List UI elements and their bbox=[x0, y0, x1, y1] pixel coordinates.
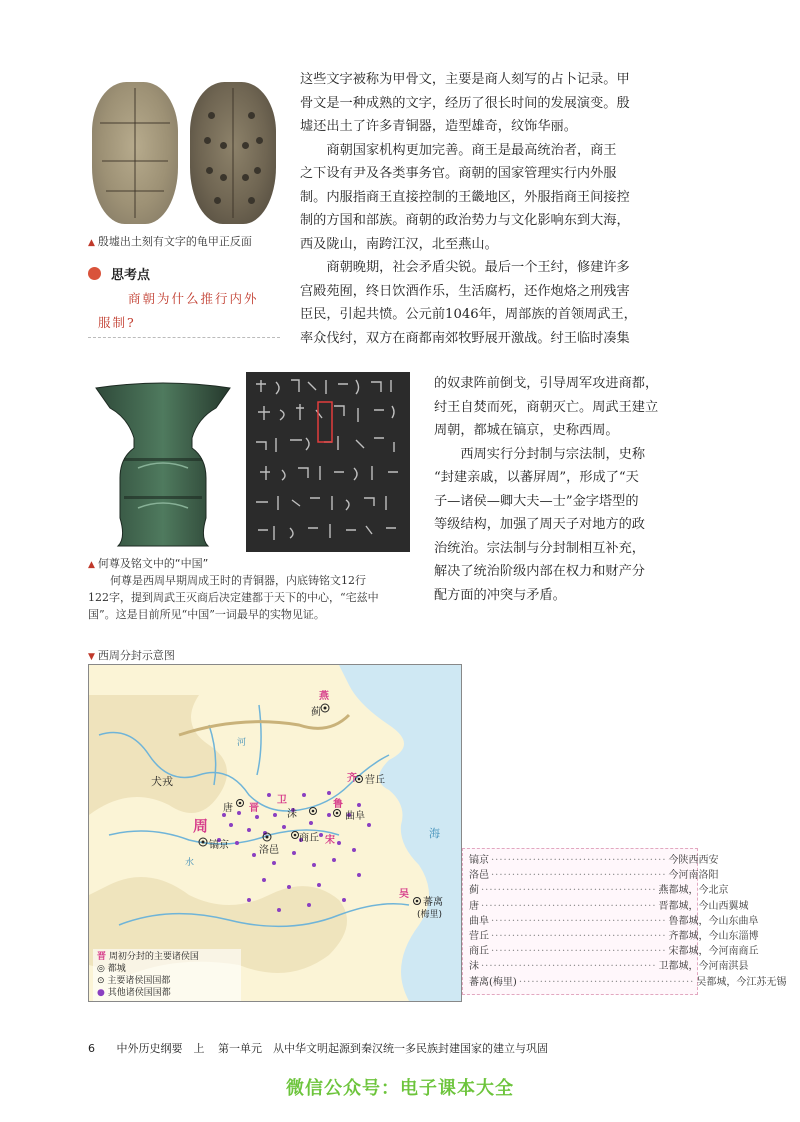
legend-name: 曲阜 bbox=[469, 915, 489, 927]
map-label-ji: 蓟 bbox=[311, 707, 321, 718]
he-zun-bronze-vessel bbox=[88, 378, 238, 550]
legend-row: 洛邑 ·········································· 今河南洛阳 bbox=[469, 868, 691, 883]
legend-name: 洛邑 bbox=[469, 870, 489, 882]
map-label-fanli-alt: (梅里) bbox=[417, 910, 443, 920]
key-row-capital bbox=[97, 963, 237, 975]
think-question bbox=[88, 287, 280, 335]
think-question-line2: 服制? bbox=[98, 315, 136, 330]
book-title: 中外历史纲要 上 bbox=[116, 1042, 205, 1055]
think-bullet-icon bbox=[88, 267, 101, 280]
wechat-watermark: 微信公众号：电子课本大全 bbox=[286, 1078, 514, 1099]
map-label-song: 宋 bbox=[325, 835, 335, 846]
major-capital-symbol-icon: ⊙ bbox=[97, 976, 105, 986]
unit-title: 第一单元 从中华文明起源到秦汉统一多民族封建国家的建立与巩固 bbox=[218, 1042, 548, 1055]
map-label-tang: 唐 bbox=[223, 803, 233, 814]
text-line: 制的方国和部族。商朝的政治势力与文化影响东到大海， bbox=[300, 213, 630, 228]
legend-desc: 今陕西西安 bbox=[668, 855, 719, 866]
note-line1: 何尊是西周早期周成王时的青铜器，内底铸铭文12行 bbox=[110, 574, 366, 587]
key-row-major-states bbox=[97, 951, 237, 963]
map-label-wu: 吴 bbox=[399, 889, 409, 900]
body-text-upper bbox=[300, 68, 706, 350]
page-number: 6 bbox=[88, 1042, 95, 1055]
text-line: 子—诸侯—卿大夫—士”金字塔型的 bbox=[434, 493, 639, 509]
key-text: 周初分封的主要诸侯国 bbox=[108, 952, 199, 962]
think-title: 思考点 bbox=[111, 268, 151, 283]
text-line: 西及陇山，南跨江汉，北至燕山。 bbox=[300, 236, 498, 252]
text-line: 商朝晚期，社会矛盾尖锐。最后一个王纣，修建许多 bbox=[326, 260, 630, 275]
caption-triangle-icon: ▲ bbox=[88, 560, 95, 570]
text-line: 西周实行分封制与宗法制，史称 bbox=[460, 446, 646, 462]
figure1-caption bbox=[88, 233, 288, 249]
legend-name: 沬 bbox=[469, 961, 479, 973]
legend-row: 唐 ·········································· 晋都城，今山西翼城 bbox=[469, 899, 691, 914]
caption-triangle-down-icon: ▼ bbox=[88, 652, 95, 662]
map-label-fanli: 蕃离 bbox=[423, 897, 443, 908]
text-line: 骨文是一种成熟的文字，经历了很长时间的发展演变。殷 bbox=[300, 95, 630, 111]
page-footer bbox=[88, 1040, 708, 1056]
other-capital-dot-icon: ● bbox=[97, 988, 105, 998]
legend-row: 商丘 ·········································· 宋都城，今河南商丘 bbox=[469, 944, 691, 959]
legend-desc: 吴都城，今江苏无锡 bbox=[696, 976, 787, 988]
map-caption-text: 西周分封示意图 bbox=[97, 649, 175, 662]
figure2-caption-text: 何尊及铭文中的“中国” bbox=[97, 557, 209, 570]
legend-name: 镐京 bbox=[469, 855, 489, 866]
note-line3: 国”。这是目前所见“中国”一词最早的实物见证。 bbox=[88, 608, 325, 621]
legend-desc: 燕都城，今北京 bbox=[658, 885, 729, 897]
key-text: 其他诸侯国国都 bbox=[107, 988, 171, 998]
map-label-lu: 鲁 bbox=[333, 799, 343, 810]
legend-desc: 宋都城，今河南商丘 bbox=[668, 946, 759, 958]
tortoise-shell-back bbox=[190, 82, 276, 224]
map-label-sea: 海 bbox=[429, 827, 440, 840]
key-row-major-capital bbox=[97, 975, 237, 987]
legend-name: 蕃离(梅里) bbox=[469, 976, 517, 988]
figure2-caption bbox=[88, 555, 288, 571]
map-caption bbox=[88, 647, 175, 663]
capital-symbol-icon: ◎ bbox=[97, 964, 105, 974]
western-zhou-map bbox=[88, 664, 462, 1002]
key-text: 都城 bbox=[107, 964, 126, 974]
map-label-yingqiu: 营丘 bbox=[365, 775, 385, 786]
legend-name: 营丘 bbox=[469, 931, 489, 943]
text-line: 纣王自焚而死，商朝灭亡。周武王建立 bbox=[434, 399, 659, 415]
map-label-qufu: 曲阜 bbox=[345, 811, 365, 822]
text-line: 率众伐纣，双方在商都南郊牧野展开激战。纣王临时凑集 bbox=[300, 330, 630, 346]
body-text-lower bbox=[434, 372, 706, 607]
text-line: 墟还出土了许多青铜器，造型雄奇，纹饰华丽。 bbox=[300, 119, 577, 134]
legend-desc: 今河南洛阳 bbox=[668, 870, 719, 882]
map-label-wei: 卫 bbox=[277, 795, 287, 806]
text-line: 商朝国家机构更加完善。商王是最高统治者，商王 bbox=[326, 142, 617, 158]
text-line: 治统治。宗法制与分封制相互补充， bbox=[434, 540, 645, 556]
legend-name: 唐 bbox=[469, 900, 479, 912]
text-line: 周朝，都城在镐京，史称西周。 bbox=[434, 423, 619, 438]
legend-row: 沬 ·········································· 卫都城，今河南淇县 bbox=[469, 959, 691, 974]
legend-row: 蓟 ·········································· 燕都城，今北京 bbox=[469, 883, 691, 898]
text-line: 配方面的冲突与矛盾。 bbox=[434, 587, 566, 603]
think-point-box bbox=[88, 264, 280, 338]
legend-row: 镐京 ·········································· 今陕西西安 bbox=[469, 853, 691, 868]
text-line: “封建亲戚，以蕃屏周”，形成了“天 bbox=[434, 470, 639, 485]
map-label-qi: 齐 bbox=[347, 773, 357, 784]
text-line: 宫殿苑囿，终日饮酒作乐，生活腐朽，还作炮烙之刑残害 bbox=[300, 283, 630, 299]
map-label-river-he: 河 bbox=[237, 738, 247, 748]
key-row-other-capital bbox=[97, 987, 237, 999]
key-text: 主要诸侯国国都 bbox=[107, 976, 171, 986]
map-label-shangqiu: 商丘 bbox=[299, 833, 319, 844]
text-line: 臣民，引起共愤。公元前1046年，周部族的首领周武王， bbox=[300, 307, 637, 322]
text-line: 制。内服指商王直接控制的王畿地区，外服指商王间接控 bbox=[300, 189, 630, 205]
map-label-mo: 沫 bbox=[287, 809, 297, 820]
note-line2: 122字，提到周武王灭商后决定建都于天下的中心，“宅兹中 bbox=[88, 591, 379, 604]
legend-row: 蕃离(梅里) ·········································· 吴都城，今江苏无锡 bbox=[469, 975, 691, 990]
legend-name: 商丘 bbox=[469, 946, 489, 958]
map-label-haojing: 镐京 bbox=[209, 840, 229, 851]
legend-desc: 晋都城，今山西翼城 bbox=[658, 900, 749, 912]
tortoise-shell-front bbox=[92, 82, 178, 224]
legend-desc: 卫都城，今河南淇县 bbox=[658, 961, 749, 973]
think-divider bbox=[88, 337, 280, 338]
pink-text-swatch-icon: 晋 bbox=[97, 952, 107, 962]
inscription-rubbing bbox=[246, 372, 410, 552]
map-label-yan: 燕 bbox=[319, 691, 329, 702]
text-line: 这些文字被称为甲骨文，主要是商人刻写的占卜记录。甲 bbox=[300, 72, 630, 87]
legend-row: 营丘 ·········································· 齐都城，今山东淄博 bbox=[469, 929, 691, 944]
legend-desc: 鲁都城，今山东曲阜 bbox=[668, 915, 759, 927]
text-line: 等级结构，加强了周天子对地方的政 bbox=[434, 517, 645, 532]
oracle-bone-figure bbox=[88, 78, 280, 228]
legend-desc: 齐都城，今山东淄博 bbox=[668, 931, 759, 943]
map-label-zhou: 周 bbox=[193, 817, 209, 835]
map-label-quanrong: 犬戎 bbox=[151, 775, 173, 788]
legend-name: 蓟 bbox=[469, 885, 479, 897]
text-line: 的奴隶阵前倒戈，引导周军攻进商都， bbox=[434, 376, 659, 391]
map-label-jin: 晋 bbox=[249, 803, 259, 814]
figure1-caption-text: 殷墟出土刻有文字的龟甲正反面 bbox=[97, 235, 252, 248]
think-question-line1: 商朝为什么推行内外 bbox=[128, 291, 259, 306]
map-key bbox=[93, 949, 241, 1001]
map-label-shui: 水 bbox=[185, 858, 195, 868]
text-line: 解决了统治阶级内部在权力和财产分 bbox=[434, 564, 645, 579]
text-line: 之下设有尹及各类事务官。商朝的国家管理实行内外服 bbox=[300, 166, 617, 181]
caption-triangle-icon: ▲ bbox=[88, 238, 95, 248]
legend-row: 曲阜 ·········································· 鲁都城，今山东曲阜 bbox=[469, 914, 691, 929]
figure2-note bbox=[88, 572, 416, 623]
place-name-legend bbox=[462, 848, 787, 995]
map-label-luoyi: 洛邑 bbox=[259, 845, 279, 856]
